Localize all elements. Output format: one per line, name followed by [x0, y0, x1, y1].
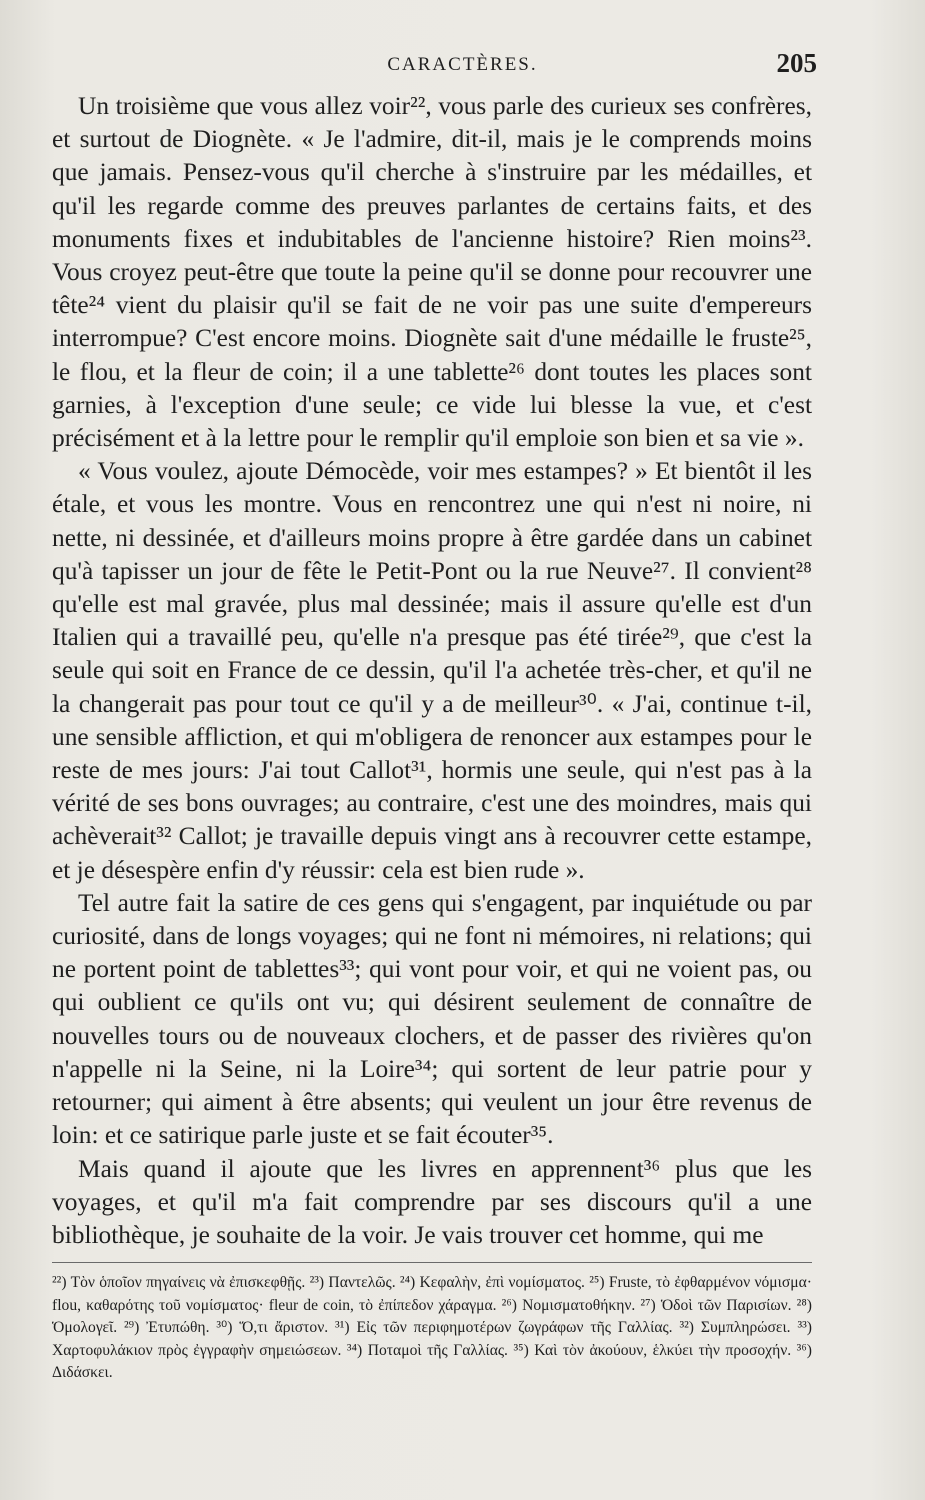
paragraph-diognete: Un troisième que vous allez voir²², vous parle des curieux ses confrères, et surtout de Diognète. « Je l'admire, dit-il, mais je le comprends moins que jamais. Pensez-vous qu'il cherche à s'instruire par les médailles, et qu'il les regarde comme des preuves parlantes de certains faits, et des monuments fixes et indubitables de l'ancienne histoire? Rien moins²³. Vous croyez peut-être que toute la peine qu'il se donne pour recouvrer une tête²⁴ vient du plaisir qu'il se fait de ne voir pas une suite d'empereurs interrompue? C'est encore moins. Diognète sait d'une médaille le fruste²⁵, le flou, et la fleur de coin; il a une tablette²⁶ dont toutes les places sont garnies, à l'exception d'une seule; ce vide lui blesse la vue, et c'est précisément et à la lettre pour le remplir qu'il emploie son bien et sa vie ».: [52, 92, 812, 453]
paragraph-bibliotheque: Mais quand il ajoute que les livres en apprennent³⁶ plus que les voyages, et qu'il m'a fait comprendre par ses discours qu'il a une bibliothèque, je souhaite de la voir. Je vais trouver cet homme, qui me: [52, 1154, 812, 1249]
running-head: [0, 44, 925, 84]
paragraph-democede: « Vous voulez, ajoute Démocède, voir mes estampes? » Et bientôt il les étale, et vous les montre. Vous en rencontrez une qui n'est ni noire, ni nette, ni dessinée, et d'ailleurs moins propre à être gardée dans un cabinet qu'à tapisser un jour de fête le Petit-Pont ou la rue Neuve²⁷. Il convient²⁸ qu'elle est mal gravée, plus mal dessinée; mais il assure qu'elle est d'un Italien qui a travaillé peu, qu'elle n'a presque pas été tirée²⁹, que c'est la seule qui soit en France de ce dessin, qu'il l'a achetée très-cher, et qu'il ne la changerait pas pour tout ce qu'il y a de meilleur³⁰. « J'ai, continue t-il, une sensible affliction, et qui m'obligera de renoncer aux estampes pour le reste de mes jours: J'ai tout Callot³¹, hormis une seule, qui n'est pas à la vérité de ses bons ouvrages; au contraire, c'est une des moindres, mais qui achèverait³² Callot; je travaille depuis vingt ans à recouvrer cette estampe, et je désespère enfin d'y réussir: cela est bien rude ».: [52, 457, 812, 884]
footnotes: [52, 1272, 812, 1385]
main-text: [52, 90, 812, 1252]
footnote-separator: [52, 1262, 812, 1263]
page-number: 205: [776, 48, 817, 78]
footnote-text: ²²) Τὸν ὁποῖον πηγαίνεις νὰ ἐπισκεφθῇς. ²³) Παντελῶς. ²⁴) Κεφαλὴν, ἐπὶ νομίσματος. ²⁵) Fruste, τὸ ἐφθαρμένον νόμισμα· flou, καθαρότης τοῦ νομίσματος· fleur de coin, τὸ ἐπίπεδον χάραγμα. ²⁶) Νομισματοθήκην. ²⁷) Ὁδοὶ τῶν Παρισίων. ²⁸) Ὁμολογεῖ. ²⁹) Ἐτυπώθη. ³⁰) Ὅ,τι ἄριστον. ³¹) Εἰς τῶν περιφημοτέρων ζωγράφων τῆς Γαλλίας. ³²) Συμπληρώσει. ³³) Χαρτοφυλάκιον πρὸς ἐγγραφὴν σημειώσεων. ³⁴) Ποταμοὶ τῆς Γαλλίας. ³⁵) Καὶ τὸν ἀκούουν, ἑλκύει τὴν προσοχήν. ³⁶) Διδάσκει.: [52, 1274, 812, 1382]
paragraph-voyageurs: Tel autre fait la satire de ces gens qui s'engagent, par inquiétude ou par curiosité, dans de longs voyages; qui ne font ni mémoires, ni relations; qui ne portent point de tablettes³³; qui vont pour voir, et qui ne voient pas, ou qui oublient ce qu'ils ont vu; qui désirent seulement de connaître de nouvelles tours ou de nouveaux clochers, et de passer des rivières qu'on n'appelle ni la Seine, ni la Loire³⁴; qui sortent de leur patrie pour y retourner; qui aiment à être absents; qui veulent un jour être revenus de loin: et ce satirique parle juste et se fait écouter³⁵.: [52, 888, 812, 1150]
running-title: CARACTÈRES.: [387, 54, 538, 75]
